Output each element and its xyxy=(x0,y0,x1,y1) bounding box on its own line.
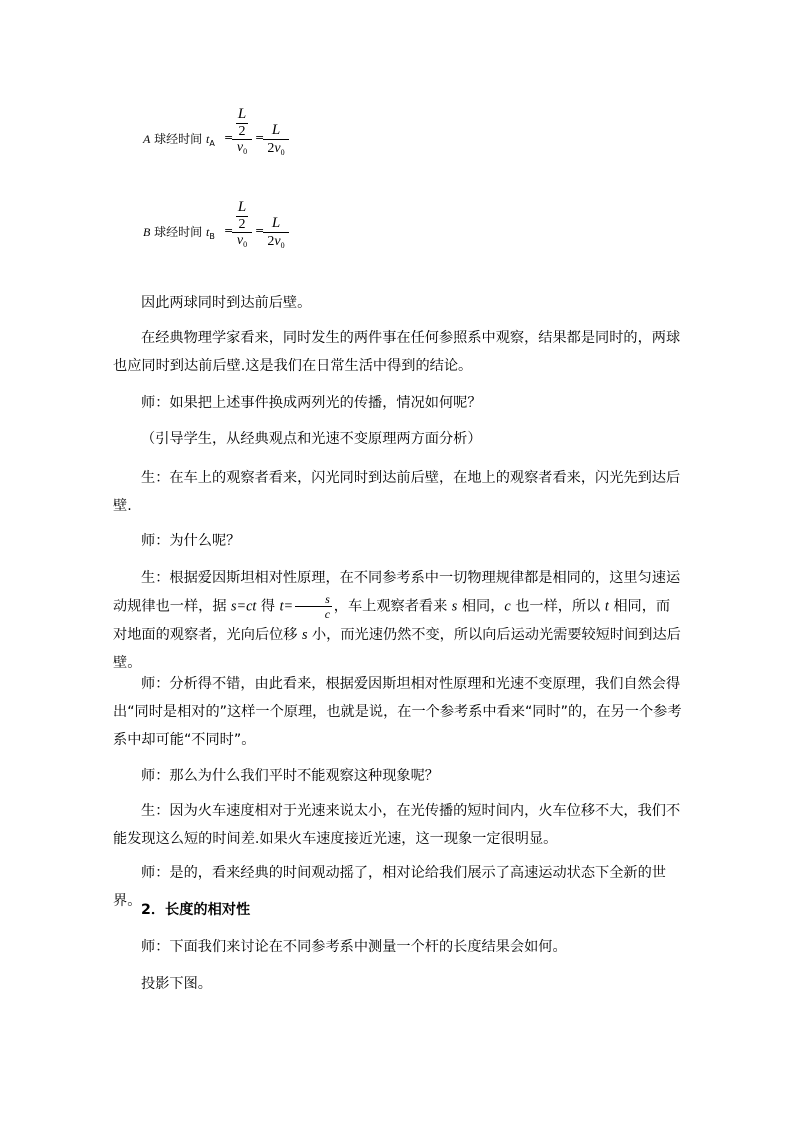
section-heading: 2．长度的相对性 xyxy=(141,902,251,918)
equals-sign: = xyxy=(224,131,234,144)
equals-sign: = xyxy=(255,131,265,144)
paragraph-teacher-question-2: 师：那么为什么我们平时不能观察这种现象呢？ xyxy=(141,768,439,784)
paragraph-conclusion: 因此两球同时到达前后壁。 xyxy=(141,295,312,311)
paragraph-classical-view: 在经典物理学家看来，同时发生的两件事在任何参照系中观察，结果都是同时的，两球也应同时到达前后壁.这是我们在日常生活中得到的结论。 xyxy=(113,330,681,374)
paragraph-teacher-conclusion: 师：是的，看来经典的时间观动摇了，相对论给我们展示了高速运动状态下全新的世界。 xyxy=(113,865,666,909)
paragraph-projection: 投影下图。 xyxy=(141,976,212,992)
paragraph-teacher-length: 师：下面我们来讨论在不同参考系中测量一个杆的长度结果会如何。 xyxy=(141,939,567,955)
paragraph-student-answer: 生：在车上的观察者看来，闪光同时到达前后壁，在地上的观察者看来，闪光先到达后壁. xyxy=(113,470,681,514)
paragraph-student-explanation: 生：根据爱因斯坦相对性原理，在不同参考系中一切物理规律都是相同的，这里匀速运动规律也一样，据 s=ct 得 t= $\frac{s}{c}$ ，车上观察者看来 s 相同，c 也一样，所以 t 相同，而对地面的观察者，光向后位移 s 小，而光速仍然不变，所以向后运动光需要较短时间到达后壁。 xyxy=(113,570,681,671)
fraction-l-half-over-v0: L 2 $v_0$ xyxy=(232,106,252,160)
equals-sign: = xyxy=(224,224,234,237)
fraction-l-over-2v0: L $2v_0$ xyxy=(263,215,289,254)
fraction-l-over-2v0: L $2v_0$ xyxy=(263,122,289,161)
formula-a-label: A 球经时间 $t_A$ xyxy=(143,132,215,148)
paragraph-teacher-question: 师：如果把上述事件换成两列光的传播，情况如何呢？ xyxy=(141,395,482,411)
fraction-s-over-c: $\frac{s}{c}$ xyxy=(295,592,332,621)
paragraph-student-answer-2: 生：因为火车速度相对于光速来说太小，在光传播的短时间内，火车位移不大，我们不能发现这么短的时间差.如果火车速度接近光速，这一现象一定很明显。 xyxy=(113,803,681,847)
paragraph-teacher-summary: 师：分析得不错，由此看来，根据爱因斯坦相对性原理和光速不变原理，我们自然会得出“同时是相对的”这样一个原理，也就是说，在一个参考系中看来“同时”的，在另一个参考系中却可能“不同时”。 xyxy=(113,676,682,748)
equals-sign: = xyxy=(255,224,265,237)
formula-b-label: B 球经时间 $t_B$ xyxy=(143,225,215,241)
fraction-l-half-over-v0: L 2 $v_0$ xyxy=(232,199,252,253)
paragraph-guidance: （引导学生，从经典观点和光速不变原理两方面分析） xyxy=(141,431,482,447)
paragraph-teacher-why: 师：为什么呢？ xyxy=(141,533,241,549)
